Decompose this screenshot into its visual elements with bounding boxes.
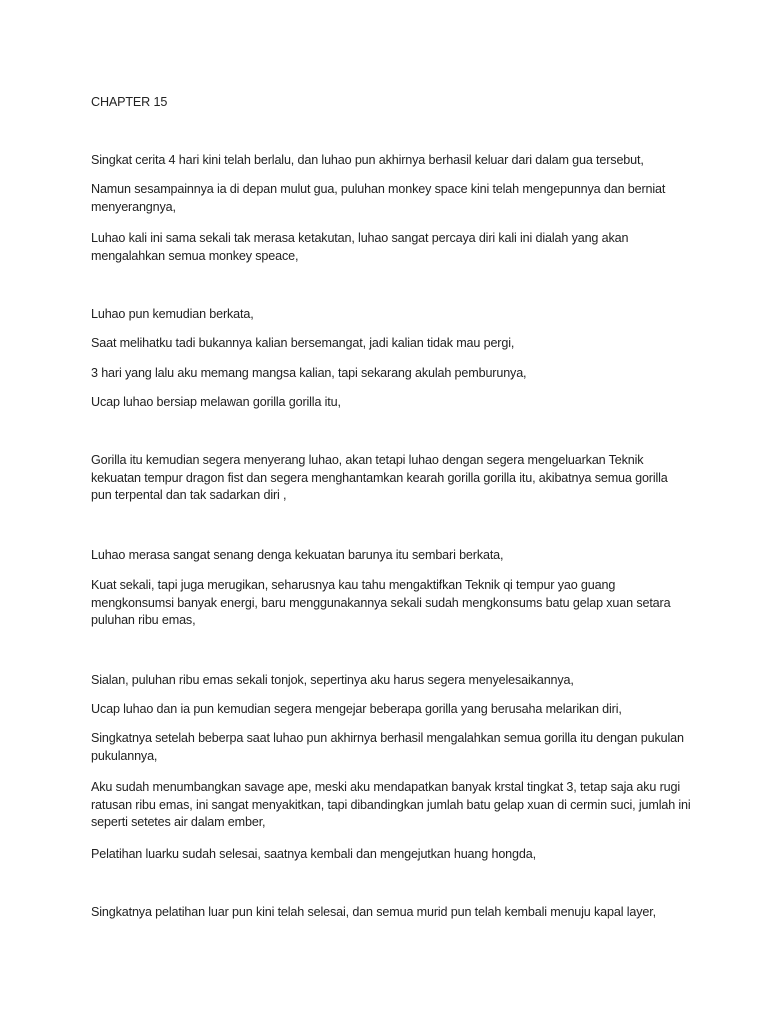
paragraph: Luhao kali ini sama sekali tak merasa ketakutan, luhao sangat percaya diri kali ini dialah yang akan mengalahkan semua monkey speace,	[91, 231, 629, 263]
paragraph: Ucap luhao bersiap melawan gorilla gorilla itu,	[91, 395, 341, 409]
paragraph: Singkat cerita 4 hari kini telah berlalu, dan luhao pun akhirnya berhasil keluar dari dalam gua tersebut,	[91, 153, 644, 167]
paragraph: Singkatnya setelah beberpa saat luhao pun akhirnya berhasil mengalahkan semua gorilla itu dengan pukulan pukulannya,	[91, 731, 684, 763]
paragraph: Kuat sekali, tapi juga merugikan, seharusnya kau tahu mengaktifkan Teknik qi tempur yao guang mengkonsumsi banyak energi, baru menggunakannya sekali sudah mengkonsums batu gelap xuan setara puluhan ribu emas,	[91, 578, 671, 627]
paragraph: Aku sudah menumbangkan savage ape, meski aku mendapatkan banyak krstal tingkat 3, tetap saja aku rugi ratusan ribu emas, ini sangat menyakitkan, tapi dibandingkan jumlah batu gelap xuan di cermin suci, jumlah ini seperti setetes air dalam ember,	[91, 780, 691, 829]
paragraph: Ucap luhao dan ia pun kemudian segera mengejar beberapa gorilla yang berusaha melarikan diri,	[91, 702, 622, 716]
paragraph: Luhao merasa sangat senang denga kekuatan barunya itu sembari berkata,	[91, 548, 504, 562]
paragraph: Sialan, puluhan ribu emas sekali tonjok, sepertinya aku harus segera menyelesaikannya,	[91, 673, 574, 687]
paragraph: Luhao pun kemudian berkata,	[91, 307, 254, 321]
chapter-title: CHAPTER 15	[91, 95, 168, 109]
paragraph: 3 hari yang lalu aku memang mangsa kalian, tapi sekarang akulah pemburunya,	[91, 366, 527, 380]
paragraph: Gorilla itu kemudian segera menyerang luhao, akan tetapi luhao dengan segera mengeluarkan Teknik kekuatan tempur dragon fist dan segera menghantamkan kearah gorilla gorilla itu, akibatnya semua gorilla pun terpental dan tak sadarkan diri ,	[91, 453, 668, 502]
paragraph: Namun sesampainnya ia di depan mulut gua, puluhan monkey space kini telah mengepunnya dan berniat menyerangnya,	[91, 182, 666, 214]
paragraph: Saat melihatku tadi bukannya kalian bersemangat, jadi kalian tidak mau pergi,	[91, 336, 515, 350]
paragraph: Singkatnya pelatihan luar pun kini telah selesai, dan semua murid pun telah kembali menuju kapal layer,	[91, 905, 656, 919]
paragraph: Pelatihan luarku sudah selesai, saatnya kembali dan mengejutkan huang hongda,	[91, 847, 536, 861]
